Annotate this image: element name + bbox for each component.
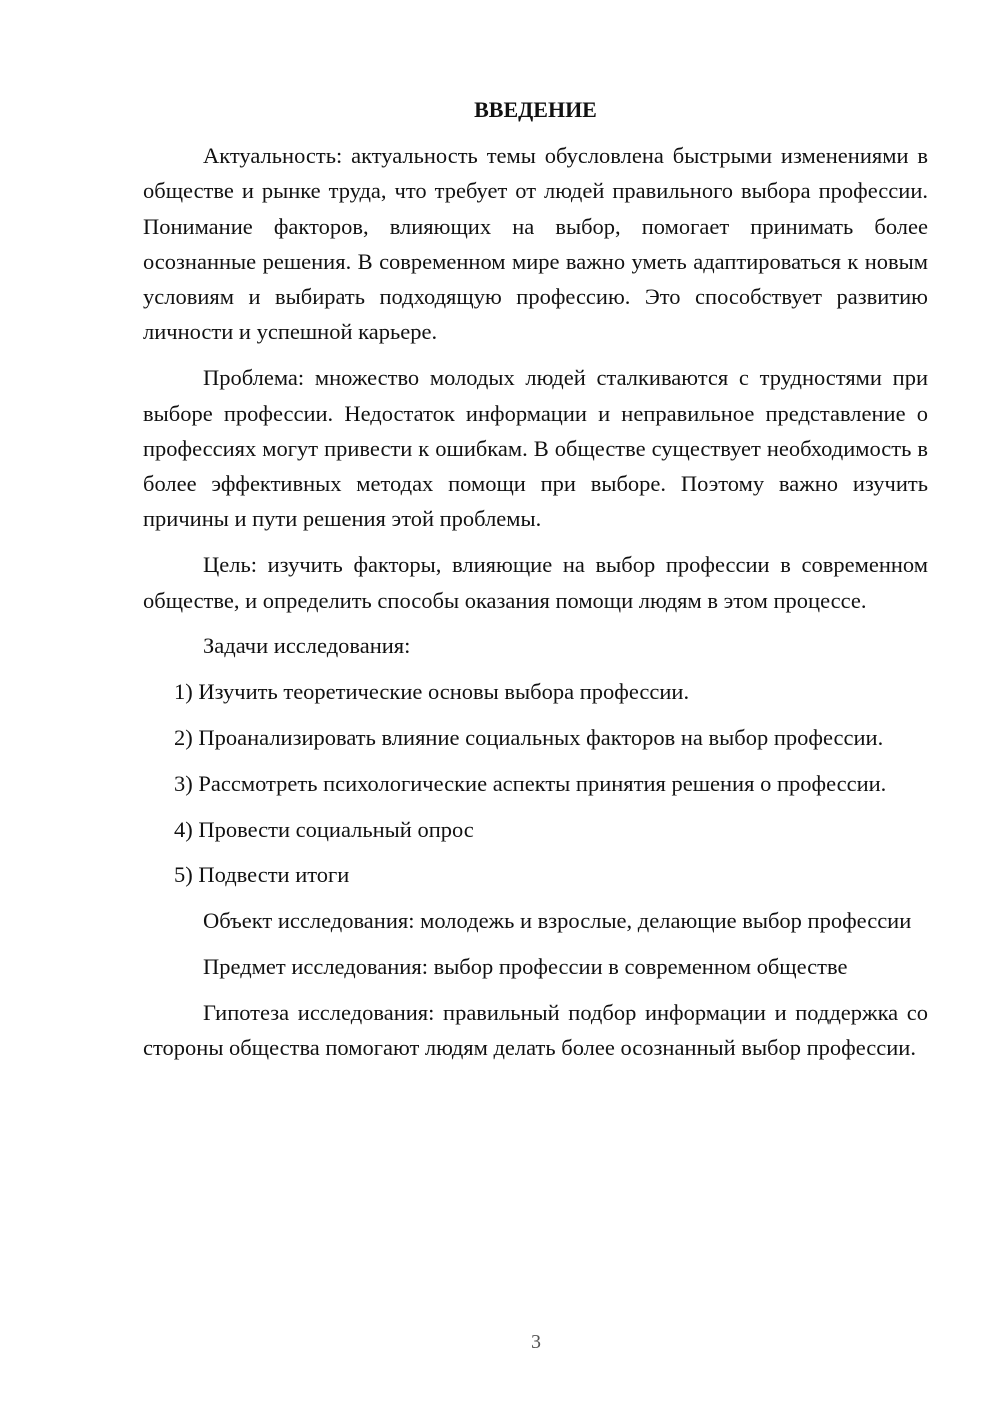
- task-item-1: 1) Изучить теоретические основы выбора профессии.: [174, 679, 690, 705]
- problem-paragraph: Проблема: множество молодых людей сталкиваются с трудностями при выборе профессии. Недостаток информации и неправильное представление о профессиях могут привести к ошибкам. В обществе существует необходимость в более эффективных методах помощи при выборе. Поэтому важно изучить причины и пути решения этой проблемы.: [143, 365, 928, 532]
- task-item-4: 4) Провести социальный опрос: [174, 816, 474, 842]
- research-hypothesis: Гипотеза исследования: правильный подбор информации и поддержка со стороны общества помогают людям делать более осознанный выбор профессии.: [143, 999, 928, 1061]
- tasks-heading: Задачи исследования:: [203, 633, 411, 659]
- page-number: 3: [531, 1331, 541, 1353]
- research-subject: Предмет исследования: выбор профессии в современном обществе: [203, 953, 848, 979]
- document-page: [143, 96, 928, 1076]
- goal-paragraph: Цель: изучить факторы, влияющие на выбор профессии в современном обществе, и определить способы оказания помощи людям в этом процессе.: [143, 552, 928, 613]
- task-item-2: 2) Проанализировать влияние социальных факторов на выбор профессии.: [174, 724, 884, 750]
- research-object: Объект исследования: молодежь и взрослые, делающие выбор профессии: [203, 908, 912, 934]
- section-title: ВВЕДЕНИЕ: [474, 97, 597, 122]
- task-item-3: 3) Рассмотреть психологические аспекты принятия решения о профессии.: [174, 770, 887, 796]
- relevance-paragraph: Актуальность: актуальность темы обусловлена быстрыми изменениями в обществе и рынке труда, что требует от людей правильного выбора профессии. Понимание факторов, влияющих на выбор, помогает принимать более осознанные решения. В современном мире важно уметь адаптироваться к новым условиям и выбирать подходящую профессию. Это способствует развитию личности и успешной карьере.: [143, 143, 928, 345]
- task-item-5: 5) Подвести итоги: [174, 862, 350, 888]
